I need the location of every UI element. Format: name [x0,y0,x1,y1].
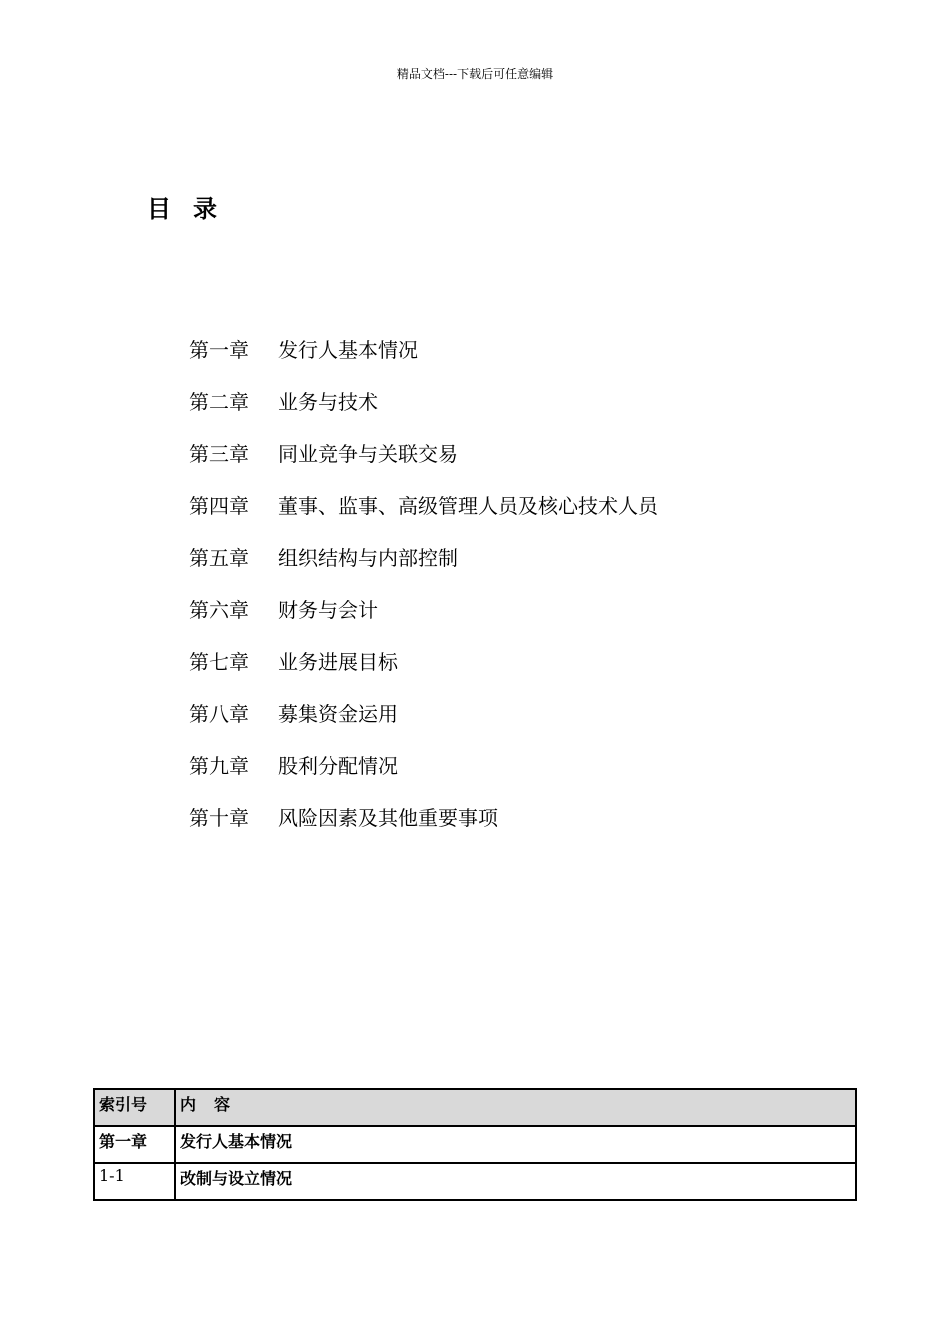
toc-item-5 [189,542,658,594]
toc-chapter-title: 业务进展目标 [278,650,398,674]
table-header-row [94,1089,856,1126]
index-table [93,1088,857,1201]
toc-chapter-title: 董事、监事、高级管理人员及核心技术人员 [278,494,658,518]
toc-chapter-title: 发行人基本情况 [278,338,418,362]
table-cell-index: 1-1 [94,1163,175,1200]
table-of-contents [189,334,658,854]
column-header-content-char-2: 容 [214,1095,231,1114]
page-title [147,193,217,225]
toc-chapter-label: 第六章 [189,598,249,622]
toc-chapter-label: 第九章 [189,754,249,778]
toc-chapter-label: 第八章 [189,702,249,726]
toc-chapter-title: 股利分配情况 [278,754,398,778]
toc-chapter-title: 财务与会计 [278,598,378,622]
toc-item-10 [189,802,658,854]
toc-chapter-title: 同业竞争与关联交易 [278,442,458,466]
toc-chapter-title: 组织结构与内部控制 [278,546,458,570]
column-header-content-char-1: 内 [180,1095,197,1114]
page-title-char-1: 目 [147,195,171,223]
toc-chapter-title: 风险因素及其他重要事项 [278,806,498,830]
toc-chapter-label: 第七章 [189,650,249,674]
toc-chapter-label: 第四章 [189,494,249,518]
toc-chapter-label: 第十章 [189,806,249,830]
toc-item-4 [189,490,658,542]
table-row [94,1126,856,1163]
table-cell-content: 改制与设立情况 [175,1163,856,1200]
toc-item-6 [189,594,658,646]
column-header-index: 索引号 [94,1089,175,1126]
toc-item-8 [189,698,658,750]
toc-chapter-label: 第二章 [189,390,249,414]
column-header-content [175,1089,856,1126]
toc-item-1 [189,334,658,386]
toc-chapter-label: 第三章 [189,442,249,466]
toc-item-2 [189,386,658,438]
table-cell-content: 发行人基本情况 [175,1126,856,1163]
toc-item-3 [189,438,658,490]
toc-chapter-title: 业务与技术 [278,390,378,414]
toc-chapter-title: 募集资金运用 [278,702,398,726]
table-cell-index: 第一章 [94,1126,175,1163]
toc-item-9 [189,750,658,802]
page-header-note: 精品文档---下载后可任意编辑 [396,67,554,81]
page-title-char-2: 录 [193,195,217,223]
toc-chapter-label: 第一章 [189,338,249,362]
toc-item-7 [189,646,658,698]
toc-chapter-label: 第五章 [189,546,249,570]
table-row [94,1163,856,1200]
